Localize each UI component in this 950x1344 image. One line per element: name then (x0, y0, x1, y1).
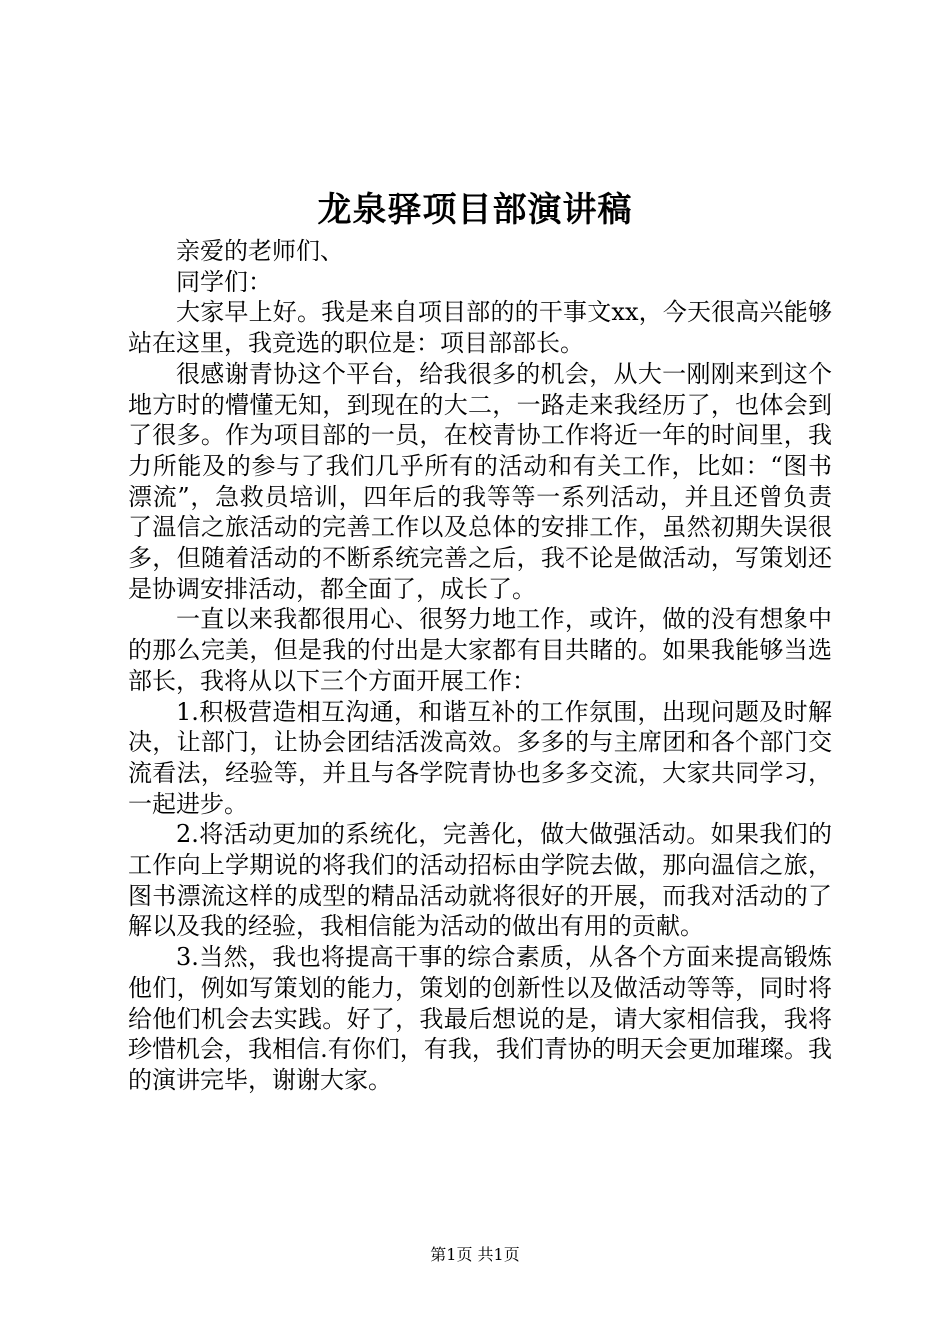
paragraph-commitment: 一直以来我都很用心、很努力地工作，或许，做的没有想象中的那么完美，但是我的付出是大家都有目共睹的。如果我能够当选部长，我将从以下三个方面开展工作： (128, 605, 832, 695)
document-body (128, 236, 832, 1096)
document-title: 龙泉驿项目部演讲稿 (317, 190, 633, 230)
paragraph-plan-2: 2.将活动更加的系统化，完善化，做大做强活动。如果我们的工作向上学期说的将我们的活动招标由学院去做，那向温信之旅，图书漂流这样的成型的精品活动就将很好的开展，而我对活动的了解以及我的经验，我相信能为活动的做出有用的贡献。 (128, 820, 832, 941)
paragraph-salutation-1: 亲爱的老师们、 (176, 237, 344, 265)
page-number-footer: 第1页 共1页 (430, 1245, 520, 1264)
paragraph-salutation-2: 同学们： (176, 267, 272, 296)
paragraph-experience: 很感谢青协这个平台，给我很多的机会，从大一刚刚来到这个地方时的懵懂无知，到现在的大二，一路走来我经历了，也体会到了很多。作为项目部的一员，在校青协工作将近一年的时间里，我力所能及的参与了我们几乎所有的活动和有关工作，比如：“图书漂流”，急救员培训，四年后的我等等一系列活动，并且还曾负责了温信之旅活动的完善工作以及总体的安排工作，虽然初期失误很多，但随着活动的不断系统完善之后，我不论是做活动，写策划还是协调安排活动，都全面了，成长了。 (128, 359, 832, 603)
paragraph-plan-1: 1.积极营造相互沟通，和谐互补的工作氛围，出现问题及时解决，让部门，让协会团结活泼高效。多多的与主席团和各个部门交流看法，经验等，并且与各学院青协也多多交流，大家共同学习，一起进步。 (128, 697, 832, 818)
paragraph-plan-3: 3.当然，我也将提高干事的综合素质，从各个方面来提高锻炼他们，例如写策划的能力，策划的创新性以及做活动等等，同时将给他们机会去实践。好了，我最后想说的是，请大家相信我，我将珍惜机会，我相信.有你们，有我，我们青协的明天会更加璀璨。我的演讲完毕，谢谢大家。 (128, 943, 832, 1094)
paragraph-greeting: 大家早上好。我是来自项目部的的干事文xx，今天很高兴能够站在这里，我竞选的职位是：项目部部长。 (128, 298, 832, 358)
